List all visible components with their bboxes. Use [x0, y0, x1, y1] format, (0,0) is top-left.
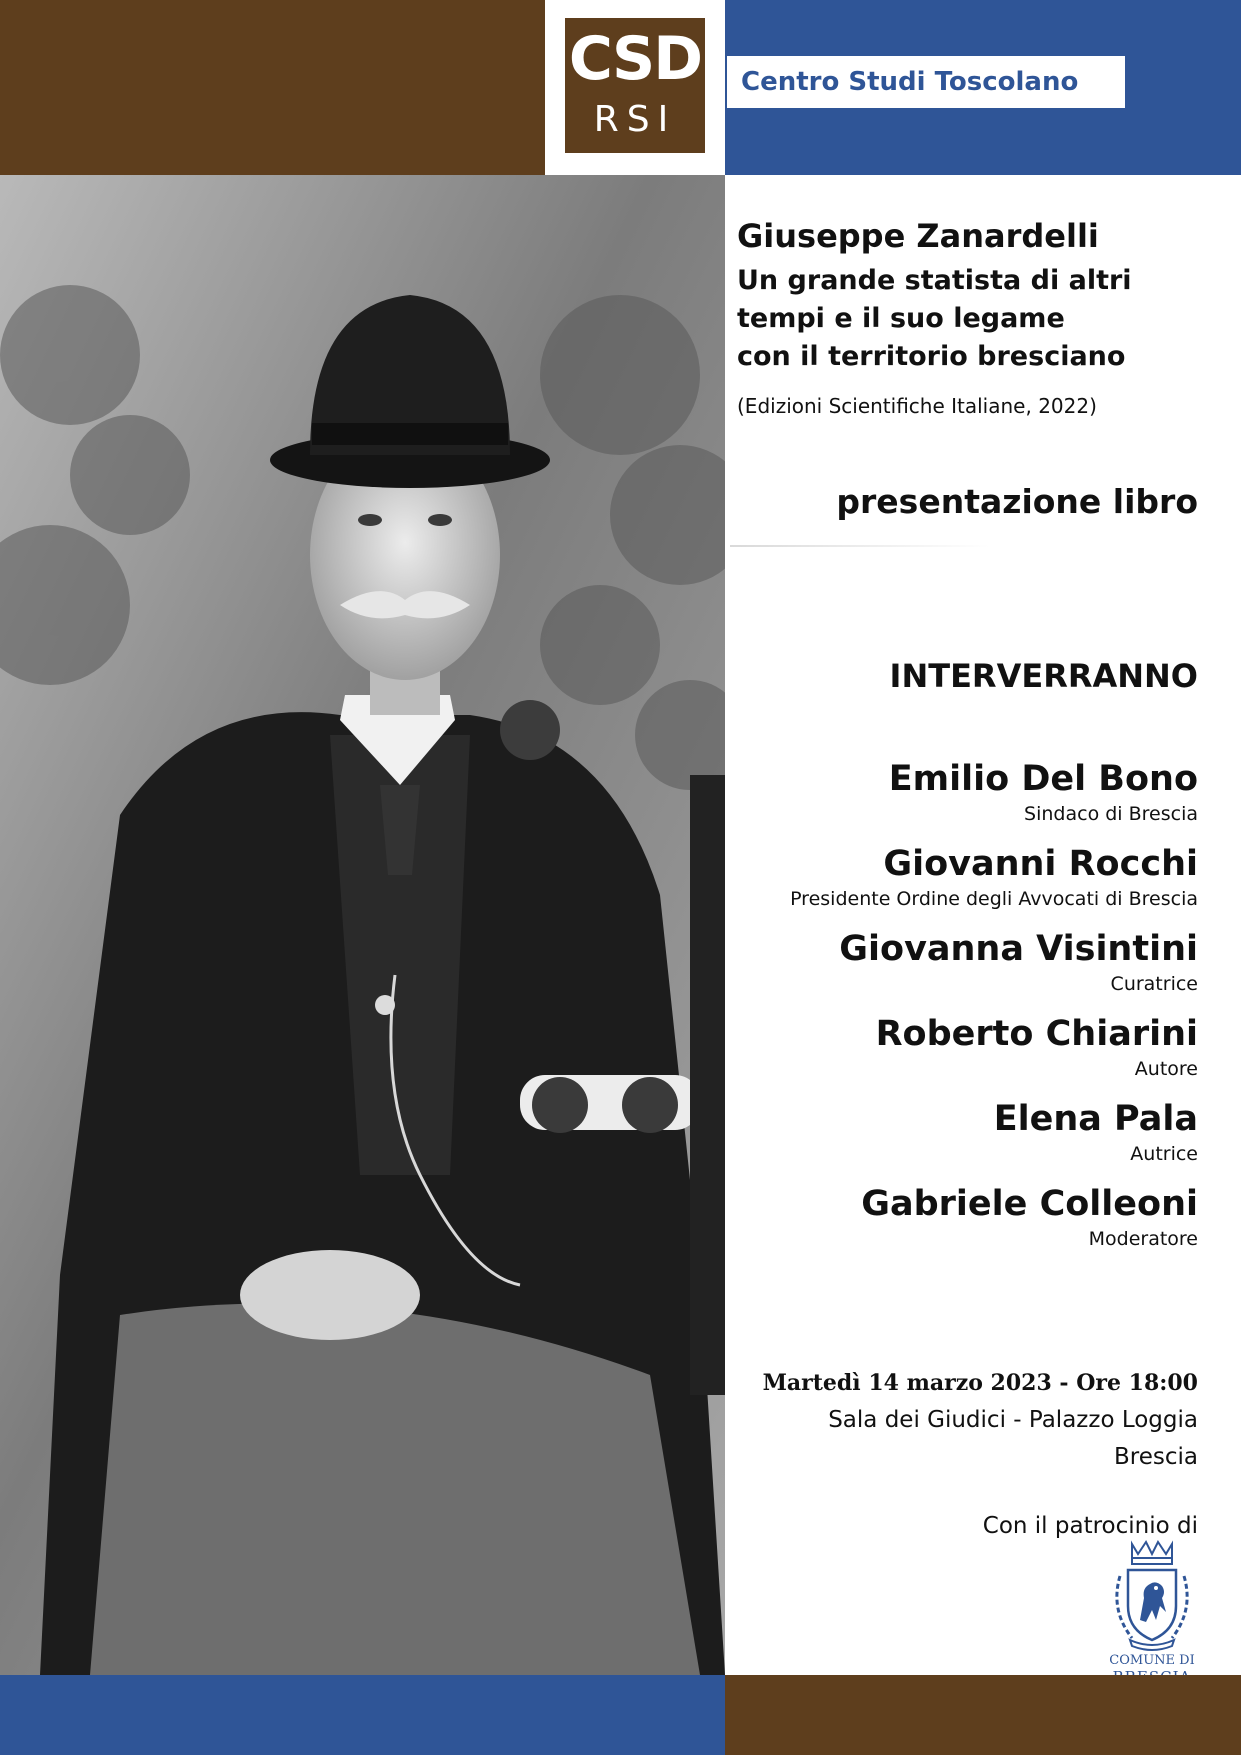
event-date-time: Martedì 14 marzo 2023 - Ore 18:00: [762, 1370, 1198, 1396]
speakers-list: [790, 757, 1198, 1267]
event-city: Brescia: [1114, 1444, 1198, 1470]
speakers-heading: INTERVERRANNO: [889, 657, 1198, 695]
book-subtitle: [737, 262, 1132, 376]
portrait-image: [0, 175, 725, 1675]
logo-main-text: CSD: [568, 24, 702, 94]
footer-band-right: [725, 1675, 1241, 1755]
speaker-role: Presidente Ordine degli Avvocati di Brescia: [790, 888, 1198, 910]
header-band-left: [0, 0, 545, 175]
footer-band-left: [0, 1675, 725, 1755]
speaker-name: Roberto Chiarini: [875, 1014, 1198, 1054]
logo-sub-text: RSI: [593, 99, 677, 140]
book-subtitle-line: con il territorio bresciano: [737, 341, 1126, 372]
speaker-role: Autrice: [1130, 1143, 1198, 1165]
book-subtitle-line: tempi e il suo legame: [737, 303, 1065, 334]
event-type: presentazione libro: [836, 482, 1198, 521]
speaker-name: Giovanna Visintini: [839, 929, 1198, 969]
speaker-name: Gabriele Colleoni: [861, 1184, 1198, 1224]
crest-caption-line1: COMUNE DI: [1109, 1653, 1195, 1668]
speaker-item: [790, 1012, 1198, 1097]
book-title: Giuseppe Zanardelli: [737, 217, 1099, 255]
speaker-item: [790, 842, 1198, 927]
event-venue: Sala dei Giudici - Palazzo Loggia: [828, 1407, 1198, 1433]
book-publisher: (Edizioni Scientifiche Italiane, 2022): [737, 394, 1097, 418]
speaker-role: Moderatore: [1088, 1228, 1198, 1250]
book-subtitle-line: Un grande statista di altri: [737, 265, 1132, 296]
speaker-role: Sindaco di Brescia: [1024, 803, 1198, 825]
speaker-item: [790, 927, 1198, 1012]
csd-logo: [545, 0, 725, 175]
organization-name: Centro Studi Toscolano: [727, 56, 1125, 108]
speaker-role: Curatrice: [1110, 973, 1198, 995]
speaker-item: [790, 757, 1198, 842]
speaker-name: Emilio Del Bono: [888, 759, 1198, 799]
speaker-item: [790, 1182, 1198, 1267]
portrait-photo: [0, 175, 725, 1675]
speaker-item: [790, 1097, 1198, 1182]
speaker-role: Autore: [1134, 1058, 1198, 1080]
divider: [730, 545, 990, 547]
csd-logo-box: [565, 18, 705, 153]
brescia-coat-of-arms-icon: [1106, 1540, 1198, 1652]
speaker-name: Giovanni Rocchi: [883, 844, 1198, 884]
patronage-label: Con il patrocinio di: [982, 1513, 1198, 1539]
speaker-name: Elena Pala: [993, 1099, 1198, 1139]
